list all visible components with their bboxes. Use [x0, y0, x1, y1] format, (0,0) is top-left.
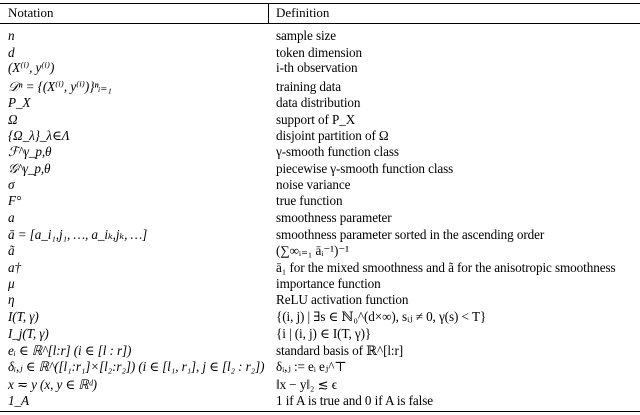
notation-cell: ã [8, 243, 15, 258]
table-row [0, 60, 640, 76]
definition-cell: ā₁ for the mixed smoothness and ã for the anisotropic smoothness [276, 260, 616, 275]
notation-cell: d [8, 45, 15, 60]
notation-cell: δᵢ,ⱼ ∈ ℝ^([l₁:r₁]×[l₂:r₂]) (i ∈ [l₁, r₁], j ∈ [l₂ : r₂]) [8, 359, 265, 374]
definition-cell: noise variance [276, 177, 351, 192]
table-row [0, 28, 640, 44]
table-row [0, 128, 640, 144]
definition-cell: token dimension [276, 45, 363, 60]
notation-cell: σ [8, 177, 15, 192]
notation-cell: eᵢ ∈ ℝ^[l:r] (i ∈ [l : r]) [8, 343, 132, 358]
definition-cell: sample size [276, 28, 337, 43]
top-rule [0, 3, 640, 4]
notation-cell: η [8, 292, 15, 307]
definition-cell: true function [276, 193, 343, 208]
header-column-divider [268, 3, 269, 23]
notation-cell: 𝒟ⁿ = {(X⁽ⁱ⁾, y⁽ⁱ⁾)}ⁿᵢ₌₁ [8, 79, 112, 94]
definition-cell: γ-smooth function class [276, 144, 399, 159]
definition-cell: piecewise γ-smooth function class [276, 161, 454, 176]
table-row [0, 45, 640, 61]
table-row [0, 393, 640, 409]
definition-cell: δᵢ,ⱼ := eᵢ eⱼ^⊤ [276, 359, 347, 374]
notation-cell: ℱ^γ_p,θ [8, 144, 52, 159]
table-row [0, 276, 640, 292]
definition-cell: 1 if A is true and 0 if A is false [276, 393, 434, 408]
notation-cell: 1_A [8, 393, 29, 408]
notation-cell: (X⁽ⁱ⁾, y⁽ⁱ⁾) [8, 60, 55, 75]
definition-cell: ‖x − y‖₂ ≲ ϵ [276, 377, 338, 392]
table-row [0, 161, 640, 177]
notation-cell: μ [8, 276, 15, 291]
table-row [0, 260, 640, 276]
definition-cell: training data [276, 79, 341, 94]
definition-cell: smoothness parameter [276, 210, 392, 225]
header-rule [0, 23, 640, 24]
table-row [0, 79, 640, 95]
notation-cell: F° [8, 193, 22, 208]
definition-cell: {(i, j) | ∃s ∈ ℕ₀^(d×∞), sᵢⱼ ≠ 0, γ(s) < T} [276, 309, 487, 324]
table-row [0, 292, 640, 308]
table-row [0, 210, 640, 226]
table-row [0, 177, 640, 193]
table-row [0, 112, 640, 128]
definition-cell: standard basis of ℝ^[l:r] [276, 343, 404, 358]
table-row [0, 193, 640, 209]
notation-cell: Ω [8, 112, 18, 127]
table-row [0, 227, 640, 243]
definition-cell: ReLU activation function [276, 292, 409, 307]
notation-cell: {Ω_λ}_λ∈Λ [8, 128, 70, 143]
definition-cell: i-th observation [276, 60, 358, 75]
table-row [0, 343, 640, 359]
table-row [0, 377, 640, 393]
bottom-rule [0, 411, 640, 412]
notation-cell: n [8, 28, 15, 43]
notation-cell: a† [8, 260, 21, 275]
definition-cell: importance function [276, 276, 381, 291]
definition-cell: (∑∞ᵢ₌₁ āᵢ⁻¹)⁻¹ [276, 243, 350, 258]
definition-cell: data distribution [276, 95, 361, 110]
notation-cell: I(T, γ) [8, 309, 39, 324]
table-row [0, 359, 640, 375]
table-row [0, 309, 640, 325]
definition-cell: support of P_X [276, 112, 356, 127]
notation-cell: 𝒢^γ_p,θ [8, 161, 51, 176]
table-row [0, 243, 640, 259]
header-notation: Notation [8, 5, 54, 20]
notation-cell: a [8, 210, 15, 225]
definition-cell: smoothness parameter sorted in the ascending order [276, 227, 545, 242]
definition-cell: {i | (i, j) ∈ I(T, γ)} [276, 326, 372, 341]
definition-cell: disjoint partition of Ω [276, 128, 389, 143]
header-definition: Definition [276, 5, 330, 20]
notation-cell: I_j(T, γ) [8, 326, 49, 341]
table-row [0, 144, 640, 160]
notation-cell: ā = [a_i₁,j₁, …, a_iₖ,jₖ, …] [8, 227, 148, 242]
notation-cell: x ≂ y (x, y ∈ ℝᵈ) [8, 377, 97, 392]
table-row [0, 326, 640, 342]
notation-cell: P_X [8, 95, 31, 110]
table-row [0, 95, 640, 111]
